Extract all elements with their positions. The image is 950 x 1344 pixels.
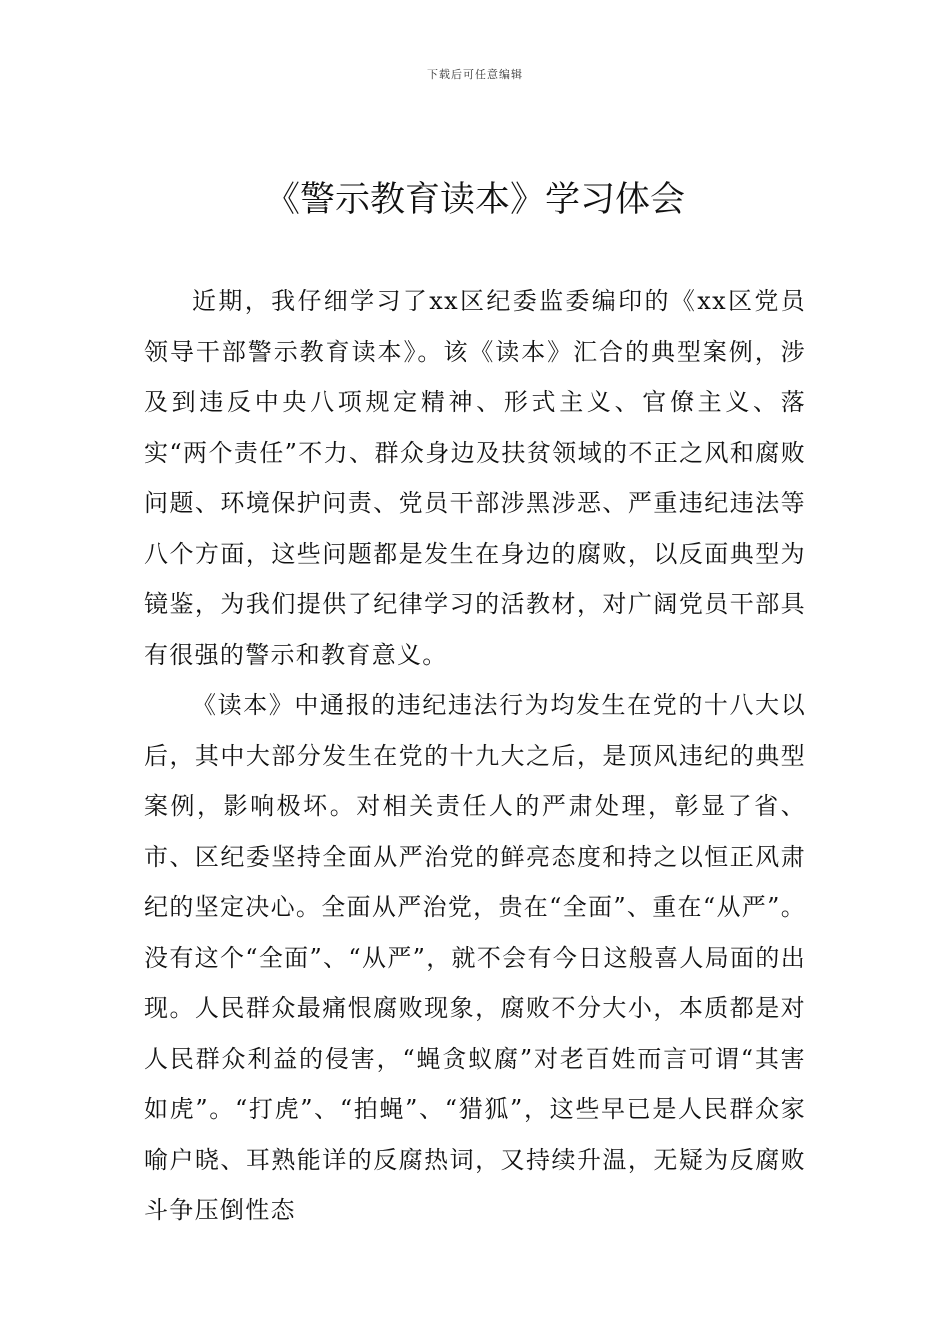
paragraph-2: 《读本》中通报的违纪违法行为均发生在党的十八大以后，其中大部分发生在党的十九大之后，是顶风违纪的典型案例，影响极坏。对相关责任人的严肃处理，彰显了省、市、区纪委坚持全面从严治党的鲜亮态度和持之以恒正风肃纪的坚定决心。全面从严治党，贵在“全面”、重在“从严”。没有这个“全面”、“从严”，就不会有今日这般喜人局面的出现。人民群众最痛恨腐败现象，腐败不分大小，本质都是对人民群众利益的侵害，“蝇贪蚁腐”对老百姓而言可谓“其害如虎”。“打虎”、“拍蝇”、“猎狐”，这些早已是人民群众家喻户晓、耳熟能详的反腐热词，又持续升温，无疑为反腐败斗争压倒性态	[144, 691, 806, 1224]
paragraph-1: 近期，我仔细学习了xx区纪委监委编印的《xx区党员领导干部警示教育读本》。该《读本》汇合的典型案例，涉及到违反中央八项规定精神、形式主义、官僚主义、落实“两个责任”不力、群众身边及扶贫领域的不正之风和腐败问题、环境保护问责、党员干部涉黑涉恶、严重违纪违法等八个方面，这些问题都是发生在身边的腐败，以反面典型为镜鉴，为我们提供了纪律学习的活教材，对广阔党员干部具有很强的警示和教育意义。	[144, 287, 806, 669]
document-body	[144, 276, 806, 1236]
header-note: 下载后可任意编辑	[427, 68, 523, 81]
document-title: 《警示教育读本》学习体会	[264, 180, 685, 220]
